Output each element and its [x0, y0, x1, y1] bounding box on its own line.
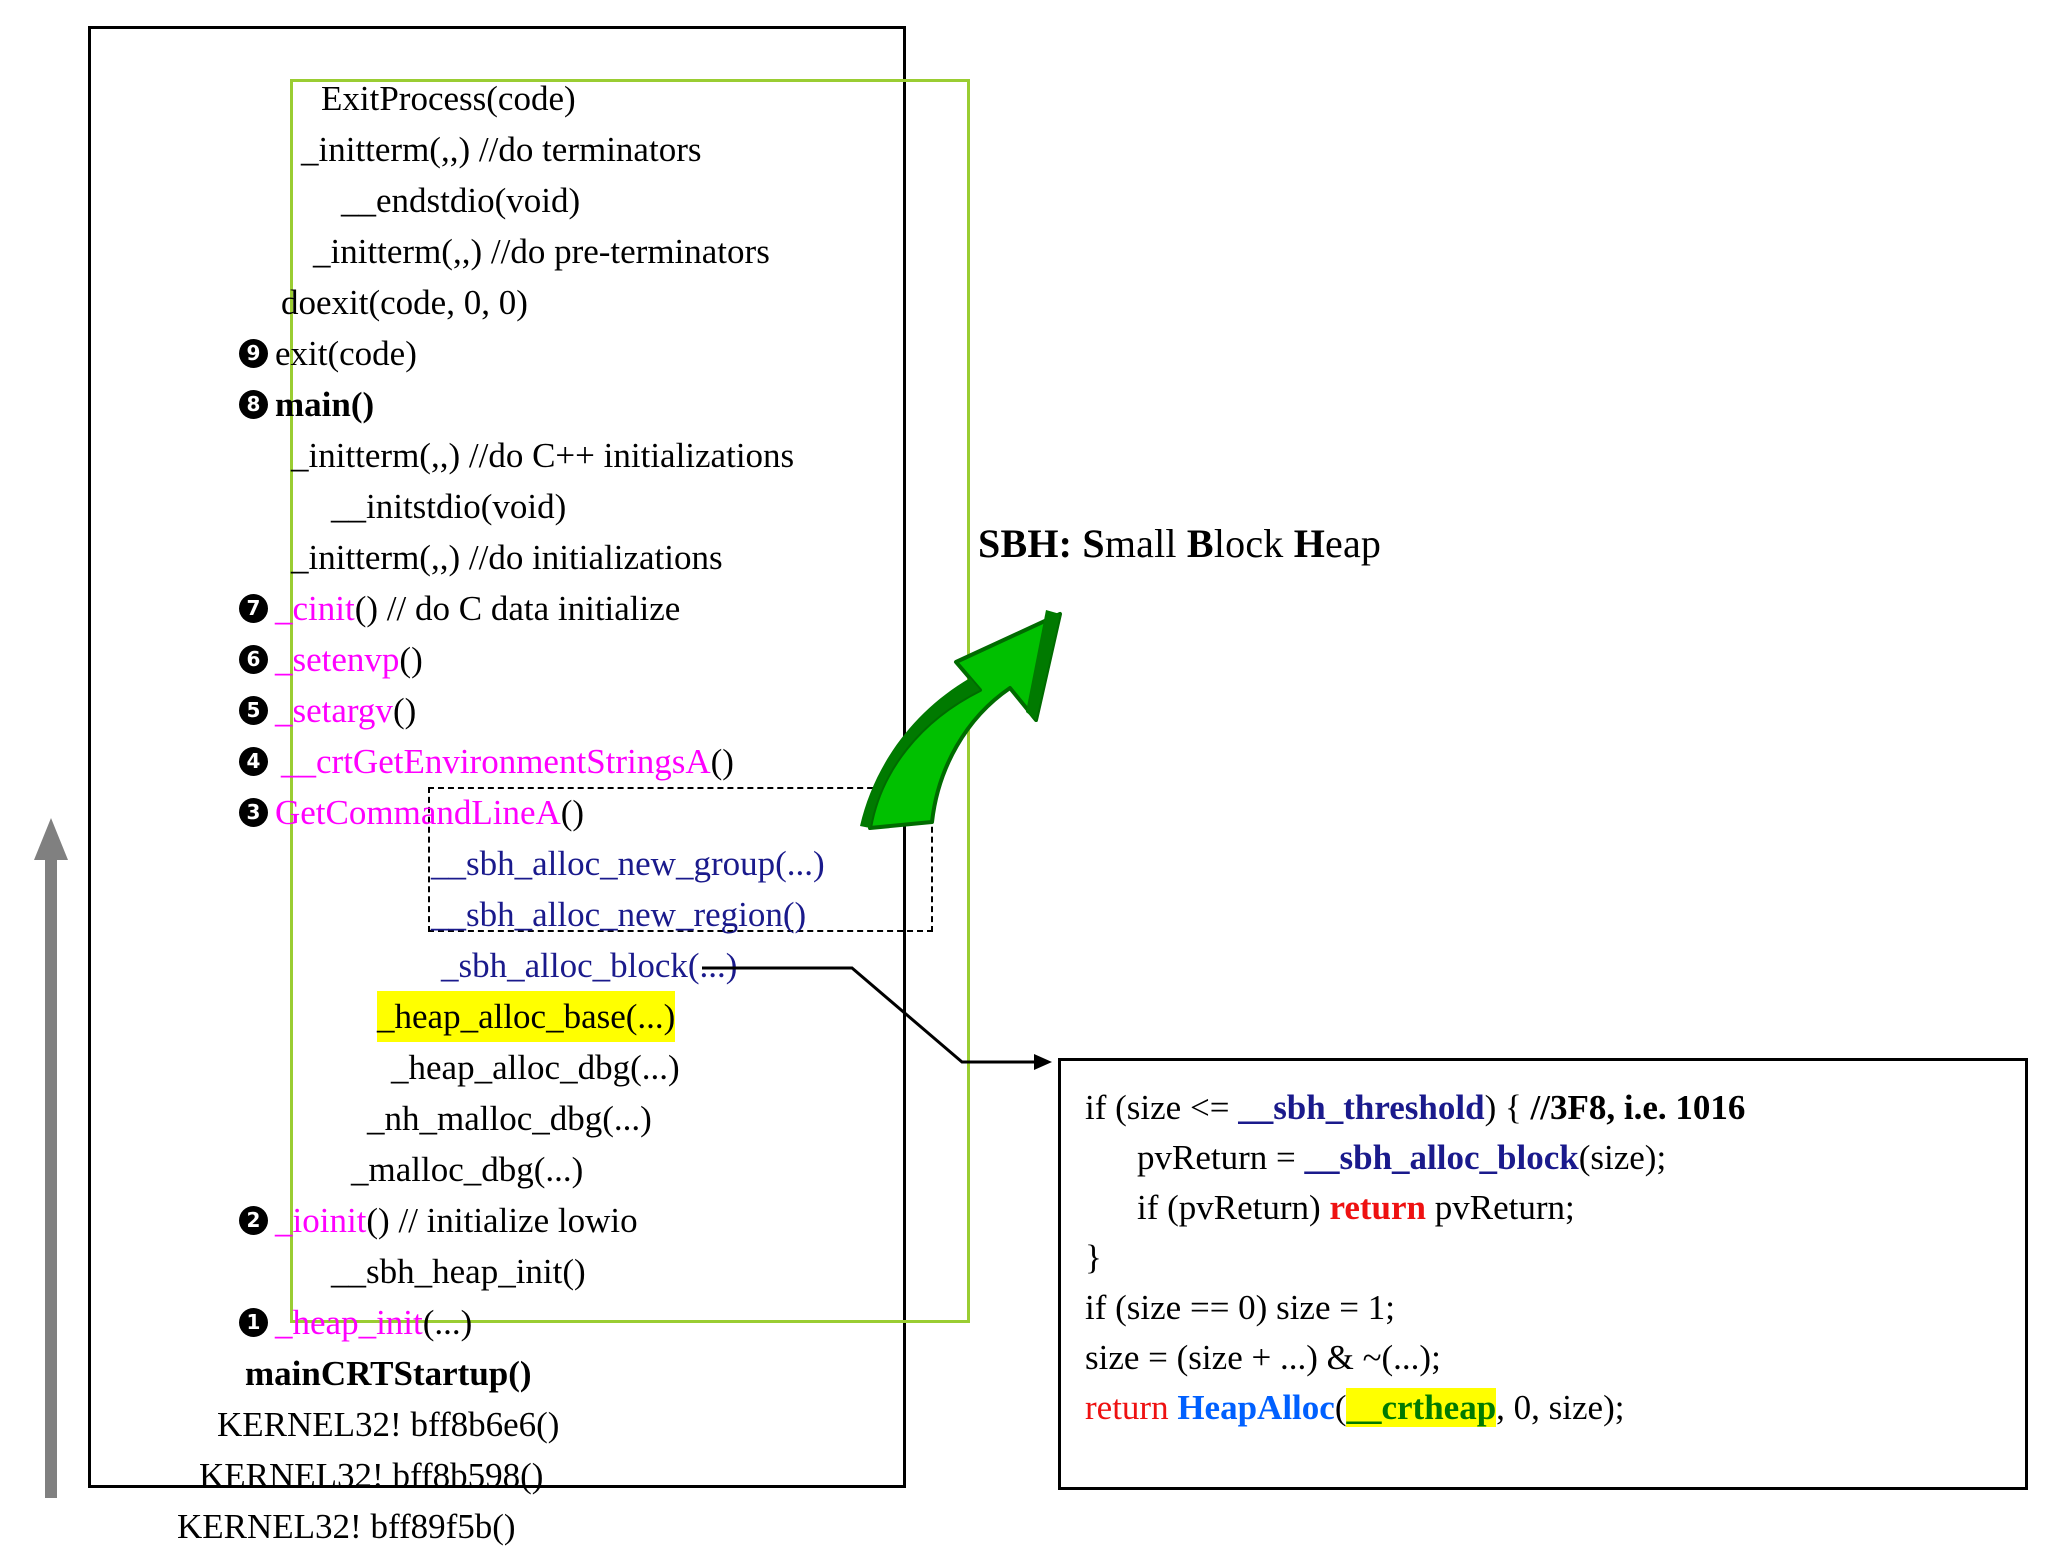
- stack-row: [191, 379, 991, 430]
- return-keyword: return: [1085, 1388, 1178, 1427]
- step-number-badge: 2: [239, 1206, 268, 1235]
- code-text: , 0, size);: [1496, 1388, 1625, 1427]
- stack-row: [191, 1348, 991, 1399]
- heapalloc-token: HeapAlloc: [1177, 1388, 1335, 1427]
- stack-row-function: GetCommandLineA: [275, 793, 561, 832]
- stack-row: [191, 328, 991, 379]
- stack-row-label: __sbh_alloc_new_region(): [431, 895, 807, 934]
- stack-row: [191, 1246, 991, 1297]
- stack-row-label: _initterm(,,) //do C++ initializations: [291, 436, 795, 475]
- stack-row: [191, 226, 991, 277]
- sbh-h: H: [1293, 521, 1326, 566]
- code-line-4: }: [1085, 1238, 1102, 1277]
- step-number-badge: 8: [239, 390, 268, 419]
- stack-row-function: _setenvp: [275, 640, 400, 679]
- green-curved-arrow-icon: [860, 570, 1170, 840]
- code-line-1: [1085, 1083, 2025, 1133]
- stack-row: [191, 430, 991, 481]
- stack-row-suffix: () // do C data initialize: [354, 589, 681, 628]
- code-line-6: size = (size + ...) & ~(...);: [1085, 1338, 1441, 1377]
- code-line-2: [1085, 1133, 2025, 1183]
- code-line-5: if (size == 0) size = 1;: [1085, 1288, 1395, 1327]
- crtheap-token: __crtheap: [1346, 1388, 1497, 1427]
- stack-row-suffix: (): [392, 691, 417, 730]
- stack-row-label: __sbh_heap_init(): [331, 1252, 586, 1291]
- connector-line: [700, 950, 1100, 1090]
- stack-row: [191, 124, 991, 175]
- stack-row-label: main(): [275, 385, 375, 424]
- stack-row-function: __crtGetEnvironmentStringsA: [281, 742, 711, 781]
- code-comment: //3F8, i.e. 1016: [1530, 1088, 1746, 1127]
- code-text: (: [1334, 1388, 1347, 1427]
- stack-row-function: _heap_init: [275, 1303, 423, 1342]
- stack-row-label: __sbh_alloc_new_group(...): [431, 844, 825, 883]
- code-text: if (size <=: [1085, 1088, 1239, 1127]
- code-text: if (pvReturn): [1137, 1188, 1330, 1227]
- stack-row-function: _ioinit: [275, 1201, 367, 1240]
- stack-row-label: _initterm(,,) //do terminators: [301, 130, 702, 169]
- stack-row: [191, 481, 991, 532]
- stack-row-label: exit(code): [275, 334, 417, 373]
- step-number-badge: 4: [239, 747, 268, 776]
- stack-row: [191, 1195, 991, 1246]
- call-stack-panel: [88, 26, 906, 1546]
- sbh-title-label: [978, 520, 1381, 567]
- stack-row: [191, 1093, 991, 1144]
- stack-row-label: KERNEL32! bff8b6e6(): [217, 1405, 560, 1444]
- stack-row: [191, 73, 991, 124]
- code-text: pvReturn;: [1426, 1188, 1575, 1227]
- code-text: (size);: [1578, 1138, 1667, 1177]
- stack-row-function: _setargv: [275, 691, 393, 730]
- stack-row: [191, 838, 991, 889]
- stack-row-label: _initterm(,,) //do pre-terminators: [313, 232, 770, 271]
- sbh-lock: lock: [1213, 521, 1294, 566]
- stack-row-suffix: (...): [422, 1303, 473, 1342]
- heap-alloc-base-code-box: [1058, 1058, 2028, 1490]
- stack-row-label: _heap_alloc_dbg(...): [391, 1048, 680, 1087]
- step-number-badge: 9: [239, 339, 268, 368]
- stack-row: [177, 1501, 991, 1552]
- stack-row-label: __initstdio(void): [331, 487, 567, 526]
- stack-row-label: mainCRTStartup(): [245, 1354, 532, 1393]
- sbh-abbr: SBH:: [978, 521, 1073, 566]
- sbh-threshold-token: __sbh_threshold: [1238, 1088, 1485, 1127]
- return-keyword: return: [1329, 1188, 1427, 1227]
- stack-row-label: _sbh_alloc_block(...): [441, 946, 738, 985]
- stack-row-suffix: (): [399, 640, 423, 679]
- stack-row: [191, 1450, 991, 1501]
- stack-row-label: doexit(code, 0, 0): [281, 283, 528, 322]
- stack-row: [191, 277, 991, 328]
- stack-row-label: ExitProcess(code): [321, 79, 576, 118]
- stack-row: [191, 175, 991, 226]
- stack-row-label: KERNEL32! bff8b598(): [199, 1456, 544, 1495]
- sbh-s: S: [1082, 521, 1105, 566]
- step-number-badge: 5: [239, 696, 268, 725]
- stack-row-label: _nh_malloc_dbg(...): [367, 1099, 652, 1138]
- code-text: pvReturn =: [1137, 1138, 1305, 1177]
- stack-row: [191, 889, 991, 940]
- stack-row-label: KERNEL32! bff89f5b(): [177, 1507, 516, 1546]
- stack-row: [191, 1144, 991, 1195]
- stack-row-suffix: (): [710, 742, 734, 781]
- stack-row-function: _cinit: [275, 589, 355, 628]
- step-number-badge: 6: [239, 645, 268, 674]
- stack-row-label: _heap_alloc_base(...): [377, 991, 675, 1042]
- sbh-mall: mall: [1104, 521, 1187, 566]
- code-line-7: [1085, 1383, 2025, 1433]
- step-number-badge: 1: [239, 1308, 268, 1337]
- stack-row-label: _initterm(,,) //do initializations: [291, 538, 723, 577]
- code-text: ) {: [1484, 1088, 1531, 1127]
- call-direction-arrow-icon: [34, 818, 68, 1498]
- sbh-b: B: [1186, 521, 1214, 566]
- stack-row: [191, 1399, 991, 1450]
- stack-row-label: _malloc_dbg(...): [351, 1150, 584, 1189]
- stack-row-suffix: () // initialize lowio: [366, 1201, 638, 1240]
- stack-row-suffix: (): [560, 793, 585, 832]
- step-number-badge: 7: [239, 594, 268, 623]
- stack-row-label: __endstdio(void): [341, 181, 581, 220]
- stack-row: [191, 1297, 991, 1348]
- step-number-badge: 3: [239, 798, 268, 827]
- sbh-eap: eap: [1325, 521, 1382, 566]
- sbh-alloc-block-token: __sbh_alloc_block: [1304, 1138, 1579, 1177]
- code-line-3: [1085, 1183, 2025, 1233]
